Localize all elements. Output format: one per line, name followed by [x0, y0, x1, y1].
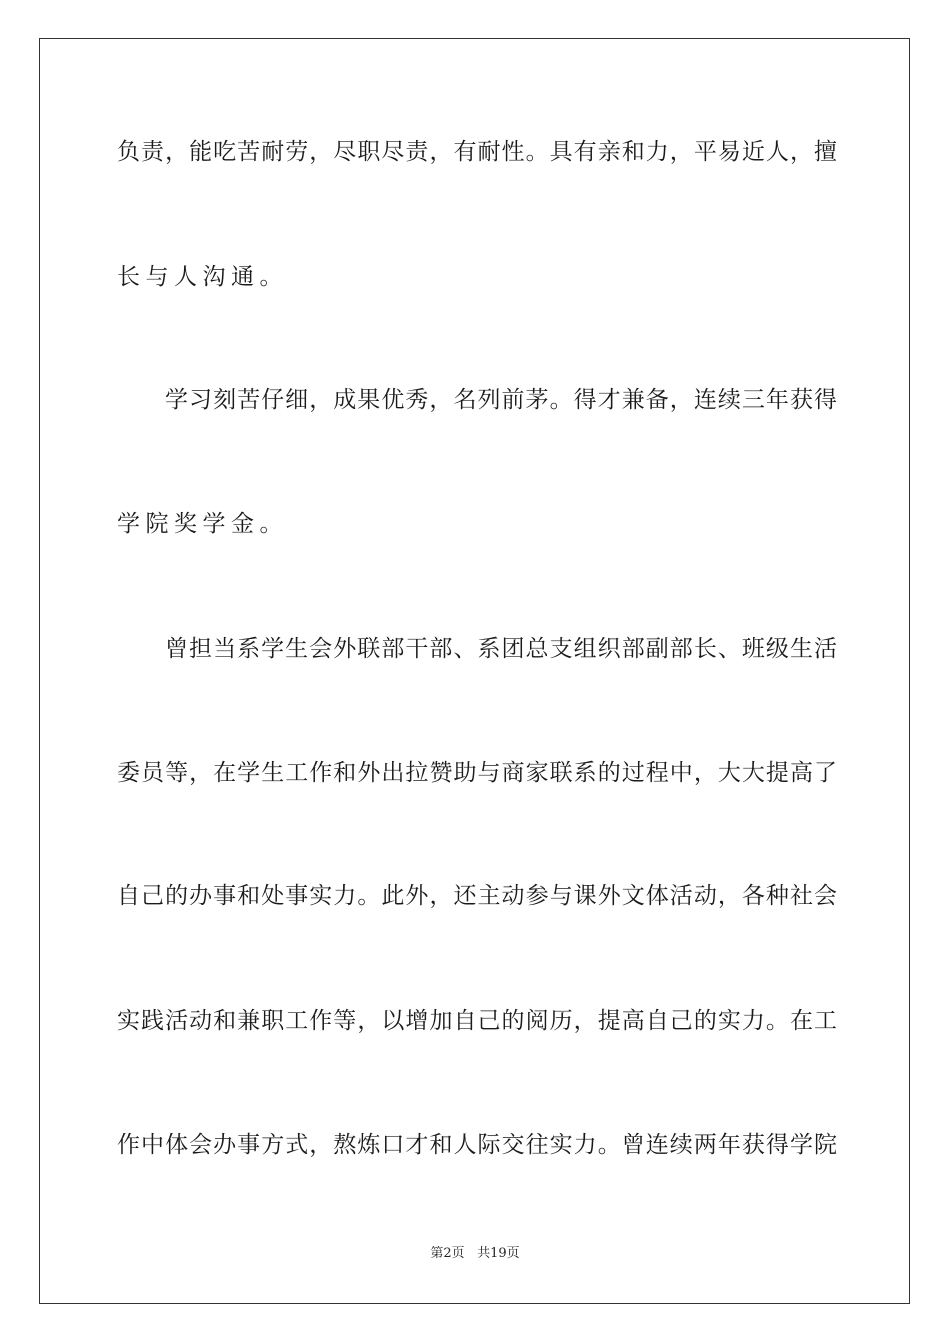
page-border [39, 38, 910, 1304]
text-line-1: 负责，能吃苦耐劳，尽职尽责，有耐性。具有亲和力，平易近人，擅 [117, 139, 837, 165]
text-line-7: 自己的办事和处事实力。此外，还主动参与课外文体活动，各种社会 [117, 883, 837, 909]
text-line-8: 实践活动和兼职工作等，以增加自己的阅历，提高自己的实力。在工 [117, 1008, 837, 1034]
page-number: 第2页 [430, 1246, 465, 1261]
text-line-5: 曾担当系学生会外联部干部、系团总支组织部副部长、班级生活 [165, 636, 837, 662]
page-total: 共19页 [477, 1246, 520, 1261]
text-line-6: 委员等，在学生工作和外出拉赞助与商家联系的过程中，大大提高了 [117, 760, 837, 786]
text-line-2: 长与人沟通。 [117, 264, 288, 290]
text-line-3: 学习刻苦仔细，成果优秀，名列前茅。得才兼备，连续三年获得 [165, 387, 837, 413]
text-line-9: 作中体会办事方式，熬炼口才和人际交往实力。曾连续两年获得学院 [117, 1132, 837, 1158]
text-line-4: 学院奖学金。 [117, 511, 288, 537]
page-footer [0, 1246, 950, 1262]
